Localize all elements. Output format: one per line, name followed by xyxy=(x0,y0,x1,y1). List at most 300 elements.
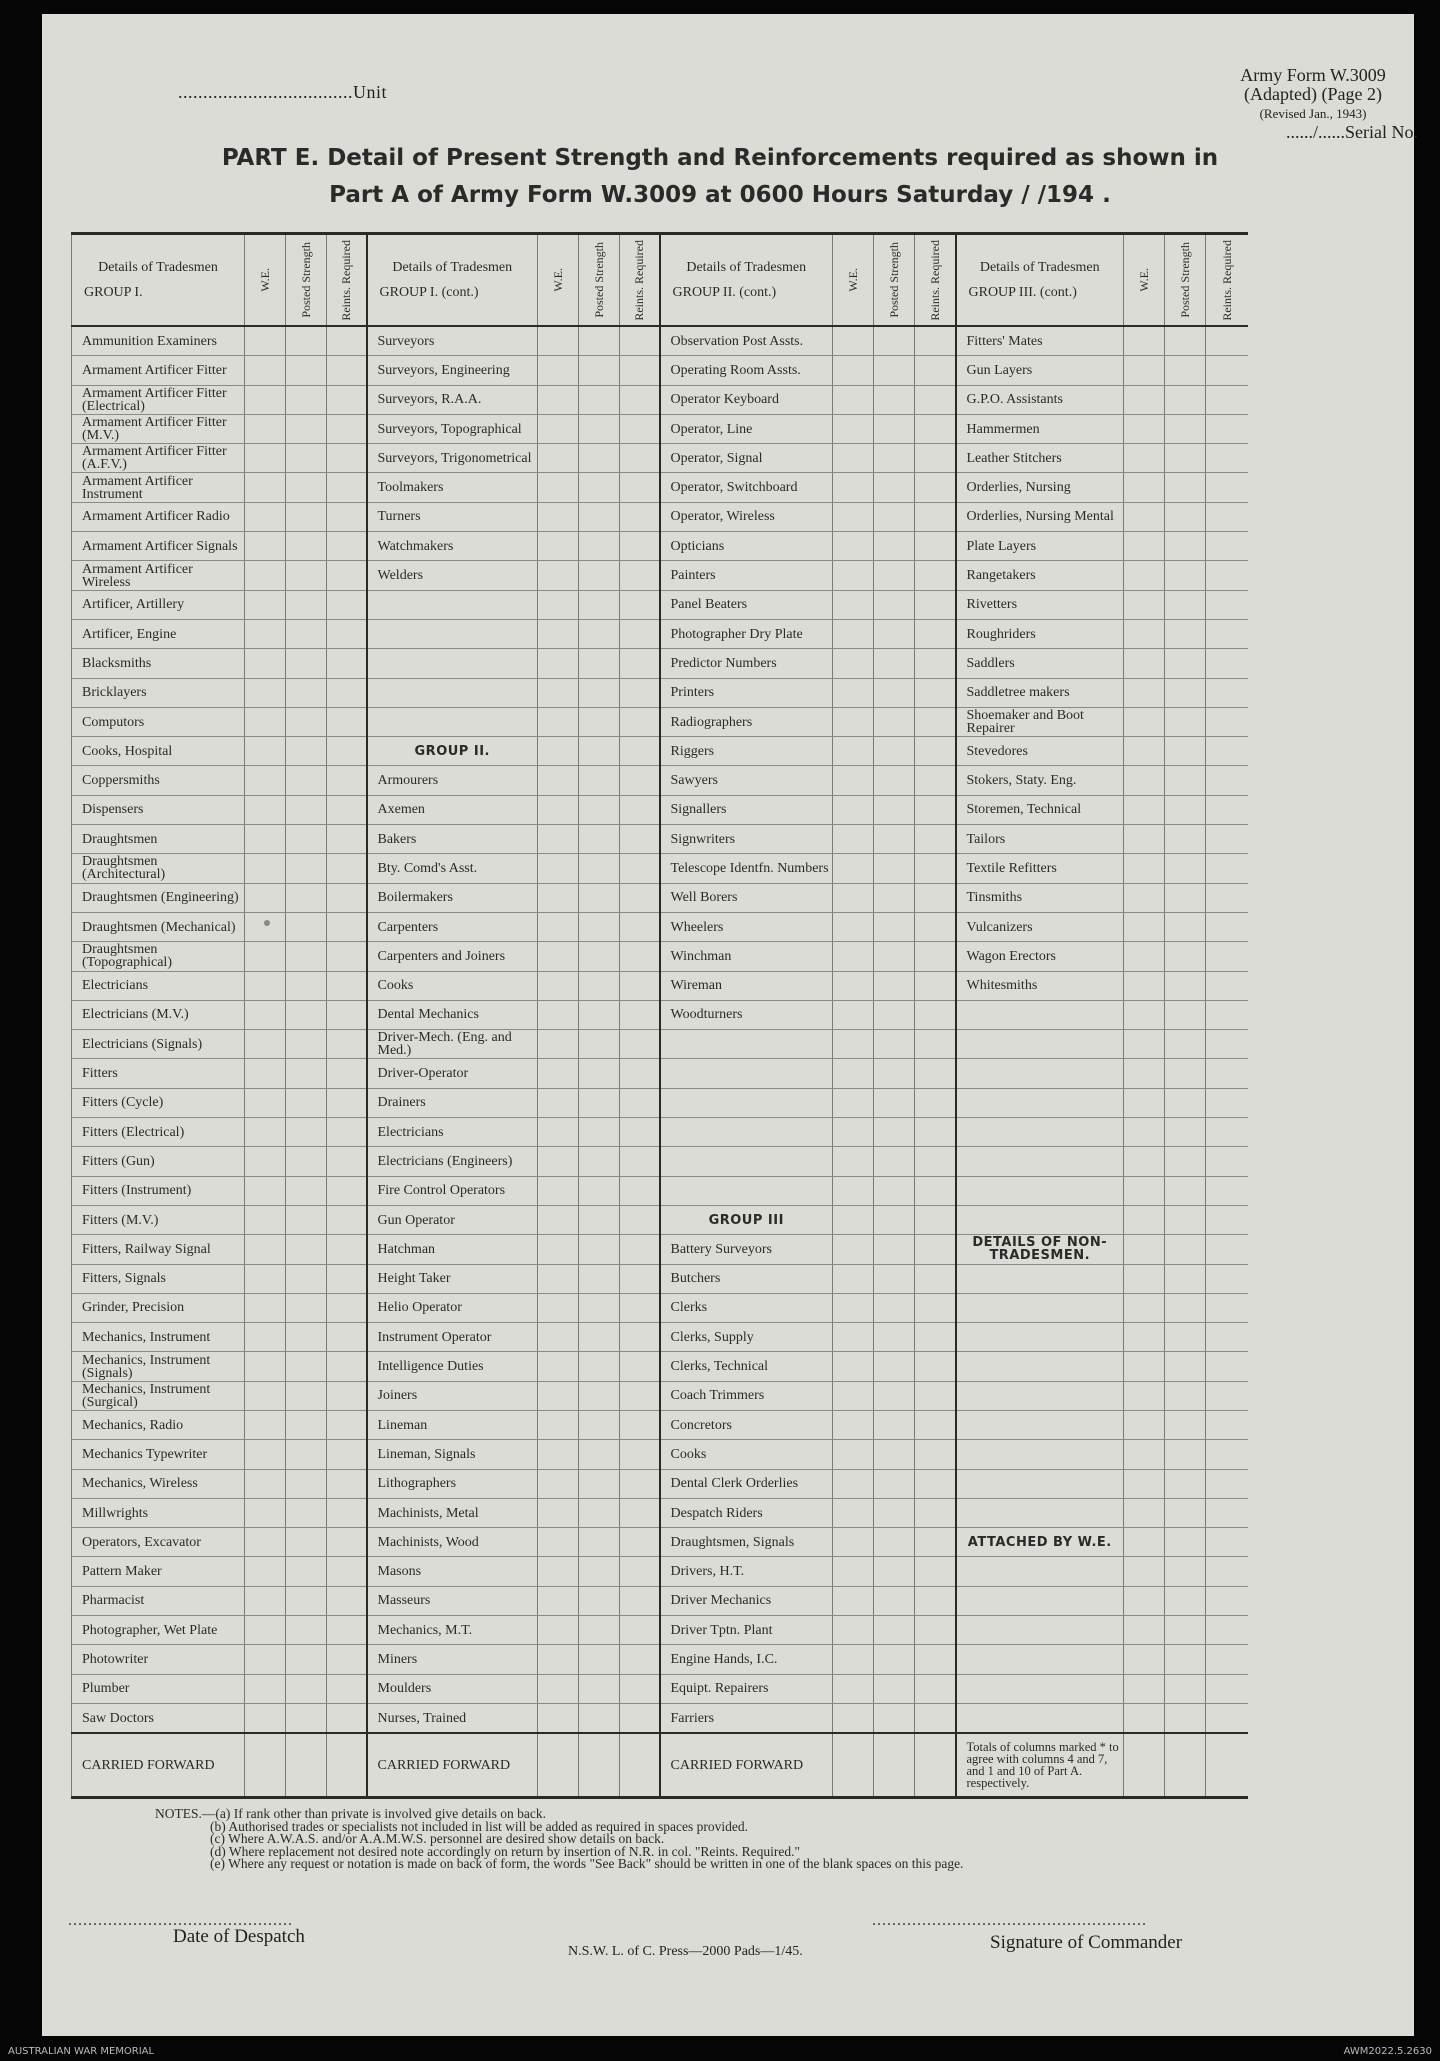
reints-required-cell[interactable] xyxy=(915,1703,956,1733)
reints-required-cell[interactable] xyxy=(1206,1293,1248,1322)
we-cell[interactable] xyxy=(538,444,579,473)
reints-required-cell[interactable] xyxy=(327,356,367,385)
reints-required-cell[interactable] xyxy=(620,1440,660,1469)
posted-strength-cell[interactable] xyxy=(579,444,620,473)
posted-strength-cell[interactable] xyxy=(579,1176,620,1205)
reints-required-cell[interactable] xyxy=(620,1000,660,1029)
reints-required-cell[interactable] xyxy=(915,1469,956,1498)
carried-forward-cell[interactable] xyxy=(1206,1733,1248,1798)
we-cell[interactable] xyxy=(538,678,579,707)
we-cell[interactable] xyxy=(245,619,286,648)
posted-strength-cell[interactable] xyxy=(874,1410,915,1439)
posted-strength-cell[interactable] xyxy=(1165,1645,1206,1674)
carried-forward-cell[interactable] xyxy=(620,1733,660,1798)
posted-strength-cell[interactable] xyxy=(579,1205,620,1234)
posted-strength-cell[interactable] xyxy=(286,1118,327,1147)
posted-strength-cell[interactable] xyxy=(579,883,620,912)
carried-forward-cell[interactable] xyxy=(1165,1733,1206,1798)
posted-strength-cell[interactable] xyxy=(579,1557,620,1586)
we-cell[interactable] xyxy=(1124,1293,1165,1322)
reints-required-cell[interactable] xyxy=(620,1030,660,1059)
posted-strength-cell[interactable] xyxy=(579,825,620,854)
we-cell[interactable] xyxy=(245,385,286,414)
reints-required-cell[interactable] xyxy=(915,795,956,824)
carried-forward-cell[interactable] xyxy=(833,1733,874,1798)
we-cell[interactable] xyxy=(538,1352,579,1381)
posted-strength-cell[interactable] xyxy=(286,1645,327,1674)
posted-strength-cell[interactable] xyxy=(286,678,327,707)
posted-strength-cell[interactable] xyxy=(874,1469,915,1498)
reints-required-cell[interactable] xyxy=(620,942,660,971)
we-cell[interactable] xyxy=(833,942,874,971)
we-cell[interactable] xyxy=(538,1616,579,1645)
we-cell[interactable] xyxy=(538,1030,579,1059)
reints-required-cell[interactable] xyxy=(1206,326,1248,356)
reints-required-cell[interactable] xyxy=(1206,1703,1248,1733)
we-cell[interactable] xyxy=(833,1323,874,1352)
reints-required-cell[interactable] xyxy=(915,1674,956,1703)
carried-forward-cell[interactable] xyxy=(286,1733,327,1798)
we-cell[interactable] xyxy=(833,1440,874,1469)
reints-required-cell[interactable] xyxy=(620,854,660,883)
we-cell[interactable] xyxy=(245,1352,286,1381)
posted-strength-cell[interactable] xyxy=(1165,502,1206,531)
we-cell[interactable] xyxy=(833,1088,874,1117)
posted-strength-cell[interactable] xyxy=(1165,825,1206,854)
reints-required-cell[interactable] xyxy=(620,1176,660,1205)
posted-strength-cell[interactable] xyxy=(579,1118,620,1147)
we-cell[interactable] xyxy=(1124,1176,1165,1205)
posted-strength-cell[interactable] xyxy=(874,1088,915,1117)
reints-required-cell[interactable] xyxy=(915,678,956,707)
we-cell[interactable] xyxy=(538,971,579,1000)
reints-required-cell[interactable] xyxy=(915,1498,956,1527)
reints-required-cell[interactable] xyxy=(327,1030,367,1059)
posted-strength-cell[interactable] xyxy=(1165,1000,1206,1029)
we-cell[interactable] xyxy=(245,444,286,473)
posted-strength-cell[interactable] xyxy=(874,678,915,707)
posted-strength-cell[interactable] xyxy=(579,326,620,356)
we-cell[interactable] xyxy=(538,1235,579,1264)
we-cell[interactable] xyxy=(833,854,874,883)
reints-required-cell[interactable] xyxy=(915,912,956,941)
we-cell[interactable] xyxy=(538,1059,579,1088)
reints-required-cell[interactable] xyxy=(327,1557,367,1586)
reints-required-cell[interactable] xyxy=(915,1381,956,1410)
we-cell[interactable] xyxy=(245,1674,286,1703)
reints-required-cell[interactable] xyxy=(915,356,956,385)
we-cell[interactable] xyxy=(538,1410,579,1439)
we-cell[interactable] xyxy=(245,414,286,443)
we-cell[interactable] xyxy=(833,619,874,648)
posted-strength-cell[interactable] xyxy=(579,1703,620,1733)
posted-strength-cell[interactable] xyxy=(579,1469,620,1498)
reints-required-cell[interactable] xyxy=(620,649,660,678)
posted-strength-cell[interactable] xyxy=(579,532,620,561)
we-cell[interactable] xyxy=(245,1235,286,1264)
posted-strength-cell[interactable] xyxy=(1165,1059,1206,1088)
posted-strength-cell[interactable] xyxy=(874,883,915,912)
reints-required-cell[interactable] xyxy=(915,414,956,443)
posted-strength-cell[interactable] xyxy=(1165,326,1206,356)
we-cell[interactable] xyxy=(245,326,286,356)
posted-strength-cell[interactable] xyxy=(286,795,327,824)
reints-required-cell[interactable] xyxy=(1206,1264,1248,1293)
we-cell[interactable] xyxy=(833,1410,874,1439)
reints-required-cell[interactable] xyxy=(620,1674,660,1703)
posted-strength-cell[interactable] xyxy=(874,1293,915,1322)
posted-strength-cell[interactable] xyxy=(579,912,620,941)
posted-strength-cell[interactable] xyxy=(286,1000,327,1029)
reints-required-cell[interactable] xyxy=(1206,854,1248,883)
we-cell[interactable] xyxy=(1124,883,1165,912)
reints-required-cell[interactable] xyxy=(327,1059,367,1088)
we-cell[interactable] xyxy=(833,1586,874,1615)
reints-required-cell[interactable] xyxy=(1206,414,1248,443)
posted-strength-cell[interactable] xyxy=(579,1528,620,1557)
we-cell[interactable] xyxy=(538,561,579,590)
we-cell[interactable] xyxy=(833,502,874,531)
we-cell[interactable] xyxy=(833,795,874,824)
reints-required-cell[interactable] xyxy=(1206,1528,1248,1557)
reints-required-cell[interactable] xyxy=(327,1293,367,1322)
posted-strength-cell[interactable] xyxy=(874,942,915,971)
posted-strength-cell[interactable] xyxy=(579,942,620,971)
reints-required-cell[interactable] xyxy=(327,1498,367,1527)
posted-strength-cell[interactable] xyxy=(286,414,327,443)
posted-strength-cell[interactable] xyxy=(579,1000,620,1029)
posted-strength-cell[interactable] xyxy=(1165,707,1206,736)
reints-required-cell[interactable] xyxy=(915,561,956,590)
reints-required-cell[interactable] xyxy=(327,1323,367,1352)
posted-strength-cell[interactable] xyxy=(286,1264,327,1293)
we-cell[interactable] xyxy=(245,1703,286,1733)
reints-required-cell[interactable] xyxy=(915,385,956,414)
we-cell[interactable] xyxy=(833,1030,874,1059)
reints-required-cell[interactable] xyxy=(1206,532,1248,561)
reints-required-cell[interactable] xyxy=(620,678,660,707)
reints-required-cell[interactable] xyxy=(915,825,956,854)
carried-forward-cell[interactable] xyxy=(538,1733,579,1798)
we-cell[interactable] xyxy=(538,825,579,854)
posted-strength-cell[interactable] xyxy=(1165,912,1206,941)
carried-forward-cell[interactable] xyxy=(245,1733,286,1798)
reints-required-cell[interactable] xyxy=(1206,1059,1248,1088)
posted-strength-cell[interactable] xyxy=(579,1586,620,1615)
we-cell[interactable] xyxy=(1124,1000,1165,1029)
reints-required-cell[interactable] xyxy=(327,912,367,941)
posted-strength-cell[interactable] xyxy=(1165,1205,1206,1234)
reints-required-cell[interactable] xyxy=(327,942,367,971)
posted-strength-cell[interactable] xyxy=(874,532,915,561)
we-cell[interactable] xyxy=(1124,678,1165,707)
posted-strength-cell[interactable] xyxy=(286,1557,327,1586)
posted-strength-cell[interactable] xyxy=(579,1264,620,1293)
we-cell[interactable] xyxy=(245,707,286,736)
we-cell[interactable] xyxy=(245,854,286,883)
posted-strength-cell[interactable] xyxy=(874,1030,915,1059)
posted-strength-cell[interactable] xyxy=(286,326,327,356)
reints-required-cell[interactable] xyxy=(327,883,367,912)
posted-strength-cell[interactable] xyxy=(1165,1498,1206,1527)
reints-required-cell[interactable] xyxy=(327,385,367,414)
posted-strength-cell[interactable] xyxy=(579,414,620,443)
reints-required-cell[interactable] xyxy=(915,1557,956,1586)
we-cell[interactable] xyxy=(245,1645,286,1674)
reints-required-cell[interactable] xyxy=(915,1645,956,1674)
posted-strength-cell[interactable] xyxy=(1165,942,1206,971)
we-cell[interactable] xyxy=(538,1674,579,1703)
reints-required-cell[interactable] xyxy=(620,795,660,824)
posted-strength-cell[interactable] xyxy=(579,678,620,707)
posted-strength-cell[interactable] xyxy=(874,1528,915,1557)
reints-required-cell[interactable] xyxy=(327,502,367,531)
reints-required-cell[interactable] xyxy=(1206,707,1248,736)
reints-required-cell[interactable] xyxy=(1206,590,1248,619)
we-cell[interactable] xyxy=(538,1118,579,1147)
posted-strength-cell[interactable] xyxy=(1165,854,1206,883)
we-cell[interactable] xyxy=(833,1469,874,1498)
posted-strength-cell[interactable] xyxy=(1165,1264,1206,1293)
posted-strength-cell[interactable] xyxy=(1165,1703,1206,1733)
we-cell[interactable] xyxy=(833,1557,874,1586)
we-cell[interactable] xyxy=(538,1205,579,1234)
posted-strength-cell[interactable] xyxy=(579,1147,620,1176)
posted-strength-cell[interactable] xyxy=(874,1118,915,1147)
we-cell[interactable] xyxy=(1124,912,1165,941)
reints-required-cell[interactable] xyxy=(620,1059,660,1088)
reints-required-cell[interactable] xyxy=(327,532,367,561)
posted-strength-cell[interactable] xyxy=(874,561,915,590)
reints-required-cell[interactable] xyxy=(915,1000,956,1029)
reints-required-cell[interactable] xyxy=(620,1088,660,1117)
posted-strength-cell[interactable] xyxy=(286,766,327,795)
reints-required-cell[interactable] xyxy=(915,737,956,766)
posted-strength-cell[interactable] xyxy=(579,1323,620,1352)
we-cell[interactable] xyxy=(1124,942,1165,971)
we-cell[interactable] xyxy=(833,1381,874,1410)
we-cell[interactable] xyxy=(1124,473,1165,502)
we-cell[interactable] xyxy=(245,912,286,941)
posted-strength-cell[interactable] xyxy=(286,1703,327,1733)
we-cell[interactable] xyxy=(1124,1381,1165,1410)
posted-strength-cell[interactable] xyxy=(874,1586,915,1615)
posted-strength-cell[interactable] xyxy=(286,912,327,941)
reints-required-cell[interactable] xyxy=(327,1645,367,1674)
posted-strength-cell[interactable] xyxy=(579,1440,620,1469)
reints-required-cell[interactable] xyxy=(1206,356,1248,385)
reints-required-cell[interactable] xyxy=(620,707,660,736)
reints-required-cell[interactable] xyxy=(327,766,367,795)
carried-forward-cell[interactable] xyxy=(1124,1733,1165,1798)
posted-strength-cell[interactable] xyxy=(579,1616,620,1645)
we-cell[interactable] xyxy=(833,883,874,912)
reints-required-cell[interactable] xyxy=(1206,561,1248,590)
posted-strength-cell[interactable] xyxy=(874,912,915,941)
we-cell[interactable] xyxy=(538,766,579,795)
reints-required-cell[interactable] xyxy=(1206,883,1248,912)
reints-required-cell[interactable] xyxy=(1206,649,1248,678)
reints-required-cell[interactable] xyxy=(1206,942,1248,971)
posted-strength-cell[interactable] xyxy=(1165,1674,1206,1703)
posted-strength-cell[interactable] xyxy=(286,356,327,385)
reints-required-cell[interactable] xyxy=(620,766,660,795)
we-cell[interactable] xyxy=(833,1264,874,1293)
carried-forward-cell[interactable] xyxy=(579,1733,620,1798)
we-cell[interactable] xyxy=(245,1176,286,1205)
posted-strength-cell[interactable] xyxy=(286,1352,327,1381)
we-cell[interactable] xyxy=(538,1440,579,1469)
reints-required-cell[interactable] xyxy=(915,766,956,795)
we-cell[interactable] xyxy=(538,1176,579,1205)
we-cell[interactable] xyxy=(538,707,579,736)
posted-strength-cell[interactable] xyxy=(874,385,915,414)
posted-strength-cell[interactable] xyxy=(874,1147,915,1176)
we-cell[interactable] xyxy=(538,1323,579,1352)
reints-required-cell[interactable] xyxy=(620,444,660,473)
we-cell[interactable] xyxy=(833,1616,874,1645)
we-cell[interactable] xyxy=(833,1235,874,1264)
reints-required-cell[interactable] xyxy=(327,1410,367,1439)
posted-strength-cell[interactable] xyxy=(286,971,327,1000)
reints-required-cell[interactable] xyxy=(327,1000,367,1029)
we-cell[interactable] xyxy=(833,737,874,766)
posted-strength-cell[interactable] xyxy=(874,737,915,766)
reints-required-cell[interactable] xyxy=(915,1176,956,1205)
reints-required-cell[interactable] xyxy=(1206,1147,1248,1176)
reints-required-cell[interactable] xyxy=(1206,619,1248,648)
reints-required-cell[interactable] xyxy=(327,707,367,736)
posted-strength-cell[interactable] xyxy=(1165,619,1206,648)
reints-required-cell[interactable] xyxy=(327,1147,367,1176)
we-cell[interactable] xyxy=(1124,737,1165,766)
posted-strength-cell[interactable] xyxy=(1165,590,1206,619)
we-cell[interactable] xyxy=(538,590,579,619)
reints-required-cell[interactable] xyxy=(620,1498,660,1527)
reints-required-cell[interactable] xyxy=(915,971,956,1000)
reints-required-cell[interactable] xyxy=(1206,1323,1248,1352)
we-cell[interactable] xyxy=(245,678,286,707)
posted-strength-cell[interactable] xyxy=(874,356,915,385)
posted-strength-cell[interactable] xyxy=(286,883,327,912)
posted-strength-cell[interactable] xyxy=(286,619,327,648)
we-cell[interactable] xyxy=(833,1293,874,1322)
reints-required-cell[interactable] xyxy=(915,1440,956,1469)
reints-required-cell[interactable] xyxy=(327,1616,367,1645)
reints-required-cell[interactable] xyxy=(1206,1498,1248,1527)
posted-strength-cell[interactable] xyxy=(286,1176,327,1205)
posted-strength-cell[interactable] xyxy=(579,1235,620,1264)
we-cell[interactable] xyxy=(538,1586,579,1615)
we-cell[interactable] xyxy=(538,414,579,443)
reints-required-cell[interactable] xyxy=(327,561,367,590)
posted-strength-cell[interactable] xyxy=(874,1235,915,1264)
carried-forward-cell[interactable] xyxy=(915,1733,956,1798)
we-cell[interactable] xyxy=(538,356,579,385)
we-cell[interactable] xyxy=(1124,444,1165,473)
posted-strength-cell[interactable] xyxy=(286,385,327,414)
reints-required-cell[interactable] xyxy=(915,1264,956,1293)
we-cell[interactable] xyxy=(538,1000,579,1029)
reints-required-cell[interactable] xyxy=(620,1557,660,1586)
reints-required-cell[interactable] xyxy=(327,1469,367,1498)
posted-strength-cell[interactable] xyxy=(579,795,620,824)
we-cell[interactable] xyxy=(245,1323,286,1352)
posted-strength-cell[interactable] xyxy=(286,1586,327,1615)
posted-strength-cell[interactable] xyxy=(874,1557,915,1586)
posted-strength-cell[interactable] xyxy=(286,532,327,561)
posted-strength-cell[interactable] xyxy=(874,1264,915,1293)
reints-required-cell[interactable] xyxy=(915,1088,956,1117)
we-cell[interactable] xyxy=(245,1410,286,1439)
posted-strength-cell[interactable] xyxy=(286,1616,327,1645)
we-cell[interactable] xyxy=(1124,1557,1165,1586)
posted-strength-cell[interactable] xyxy=(579,707,620,736)
reints-required-cell[interactable] xyxy=(1206,825,1248,854)
we-cell[interactable] xyxy=(833,912,874,941)
we-cell[interactable] xyxy=(833,971,874,1000)
posted-strength-cell[interactable] xyxy=(874,619,915,648)
posted-strength-cell[interactable] xyxy=(874,854,915,883)
reints-required-cell[interactable] xyxy=(620,1703,660,1733)
we-cell[interactable] xyxy=(245,1616,286,1645)
we-cell[interactable] xyxy=(245,356,286,385)
we-cell[interactable] xyxy=(538,1703,579,1733)
we-cell[interactable] xyxy=(538,1498,579,1527)
we-cell[interactable] xyxy=(1124,561,1165,590)
posted-strength-cell[interactable] xyxy=(1165,1381,1206,1410)
reints-required-cell[interactable] xyxy=(327,1205,367,1234)
reints-required-cell[interactable] xyxy=(327,649,367,678)
posted-strength-cell[interactable] xyxy=(874,825,915,854)
we-cell[interactable] xyxy=(538,385,579,414)
posted-strength-cell[interactable] xyxy=(286,502,327,531)
posted-strength-cell[interactable] xyxy=(874,502,915,531)
posted-strength-cell[interactable] xyxy=(874,1645,915,1674)
we-cell[interactable] xyxy=(1124,1030,1165,1059)
we-cell[interactable] xyxy=(1124,1323,1165,1352)
reints-required-cell[interactable] xyxy=(620,561,660,590)
we-cell[interactable] xyxy=(1124,1674,1165,1703)
we-cell[interactable] xyxy=(1124,1645,1165,1674)
posted-strength-cell[interactable] xyxy=(1165,795,1206,824)
posted-strength-cell[interactable] xyxy=(286,473,327,502)
posted-strength-cell[interactable] xyxy=(579,1352,620,1381)
posted-strength-cell[interactable] xyxy=(579,385,620,414)
posted-strength-cell[interactable] xyxy=(579,649,620,678)
posted-strength-cell[interactable] xyxy=(286,1674,327,1703)
we-cell[interactable] xyxy=(245,532,286,561)
reints-required-cell[interactable] xyxy=(1206,385,1248,414)
posted-strength-cell[interactable] xyxy=(579,502,620,531)
reints-required-cell[interactable] xyxy=(1206,1030,1248,1059)
we-cell[interactable] xyxy=(245,649,286,678)
we-cell[interactable] xyxy=(538,326,579,356)
posted-strength-cell[interactable] xyxy=(1165,532,1206,561)
reints-required-cell[interactable] xyxy=(327,1118,367,1147)
posted-strength-cell[interactable] xyxy=(286,1059,327,1088)
reints-required-cell[interactable] xyxy=(1206,912,1248,941)
posted-strength-cell[interactable] xyxy=(1165,737,1206,766)
reints-required-cell[interactable] xyxy=(327,737,367,766)
we-cell[interactable] xyxy=(1124,1498,1165,1527)
we-cell[interactable] xyxy=(245,1205,286,1234)
posted-strength-cell[interactable] xyxy=(579,1293,620,1322)
we-cell[interactable] xyxy=(245,1381,286,1410)
we-cell[interactable] xyxy=(245,1088,286,1117)
posted-strength-cell[interactable] xyxy=(286,590,327,619)
posted-strength-cell[interactable] xyxy=(286,737,327,766)
